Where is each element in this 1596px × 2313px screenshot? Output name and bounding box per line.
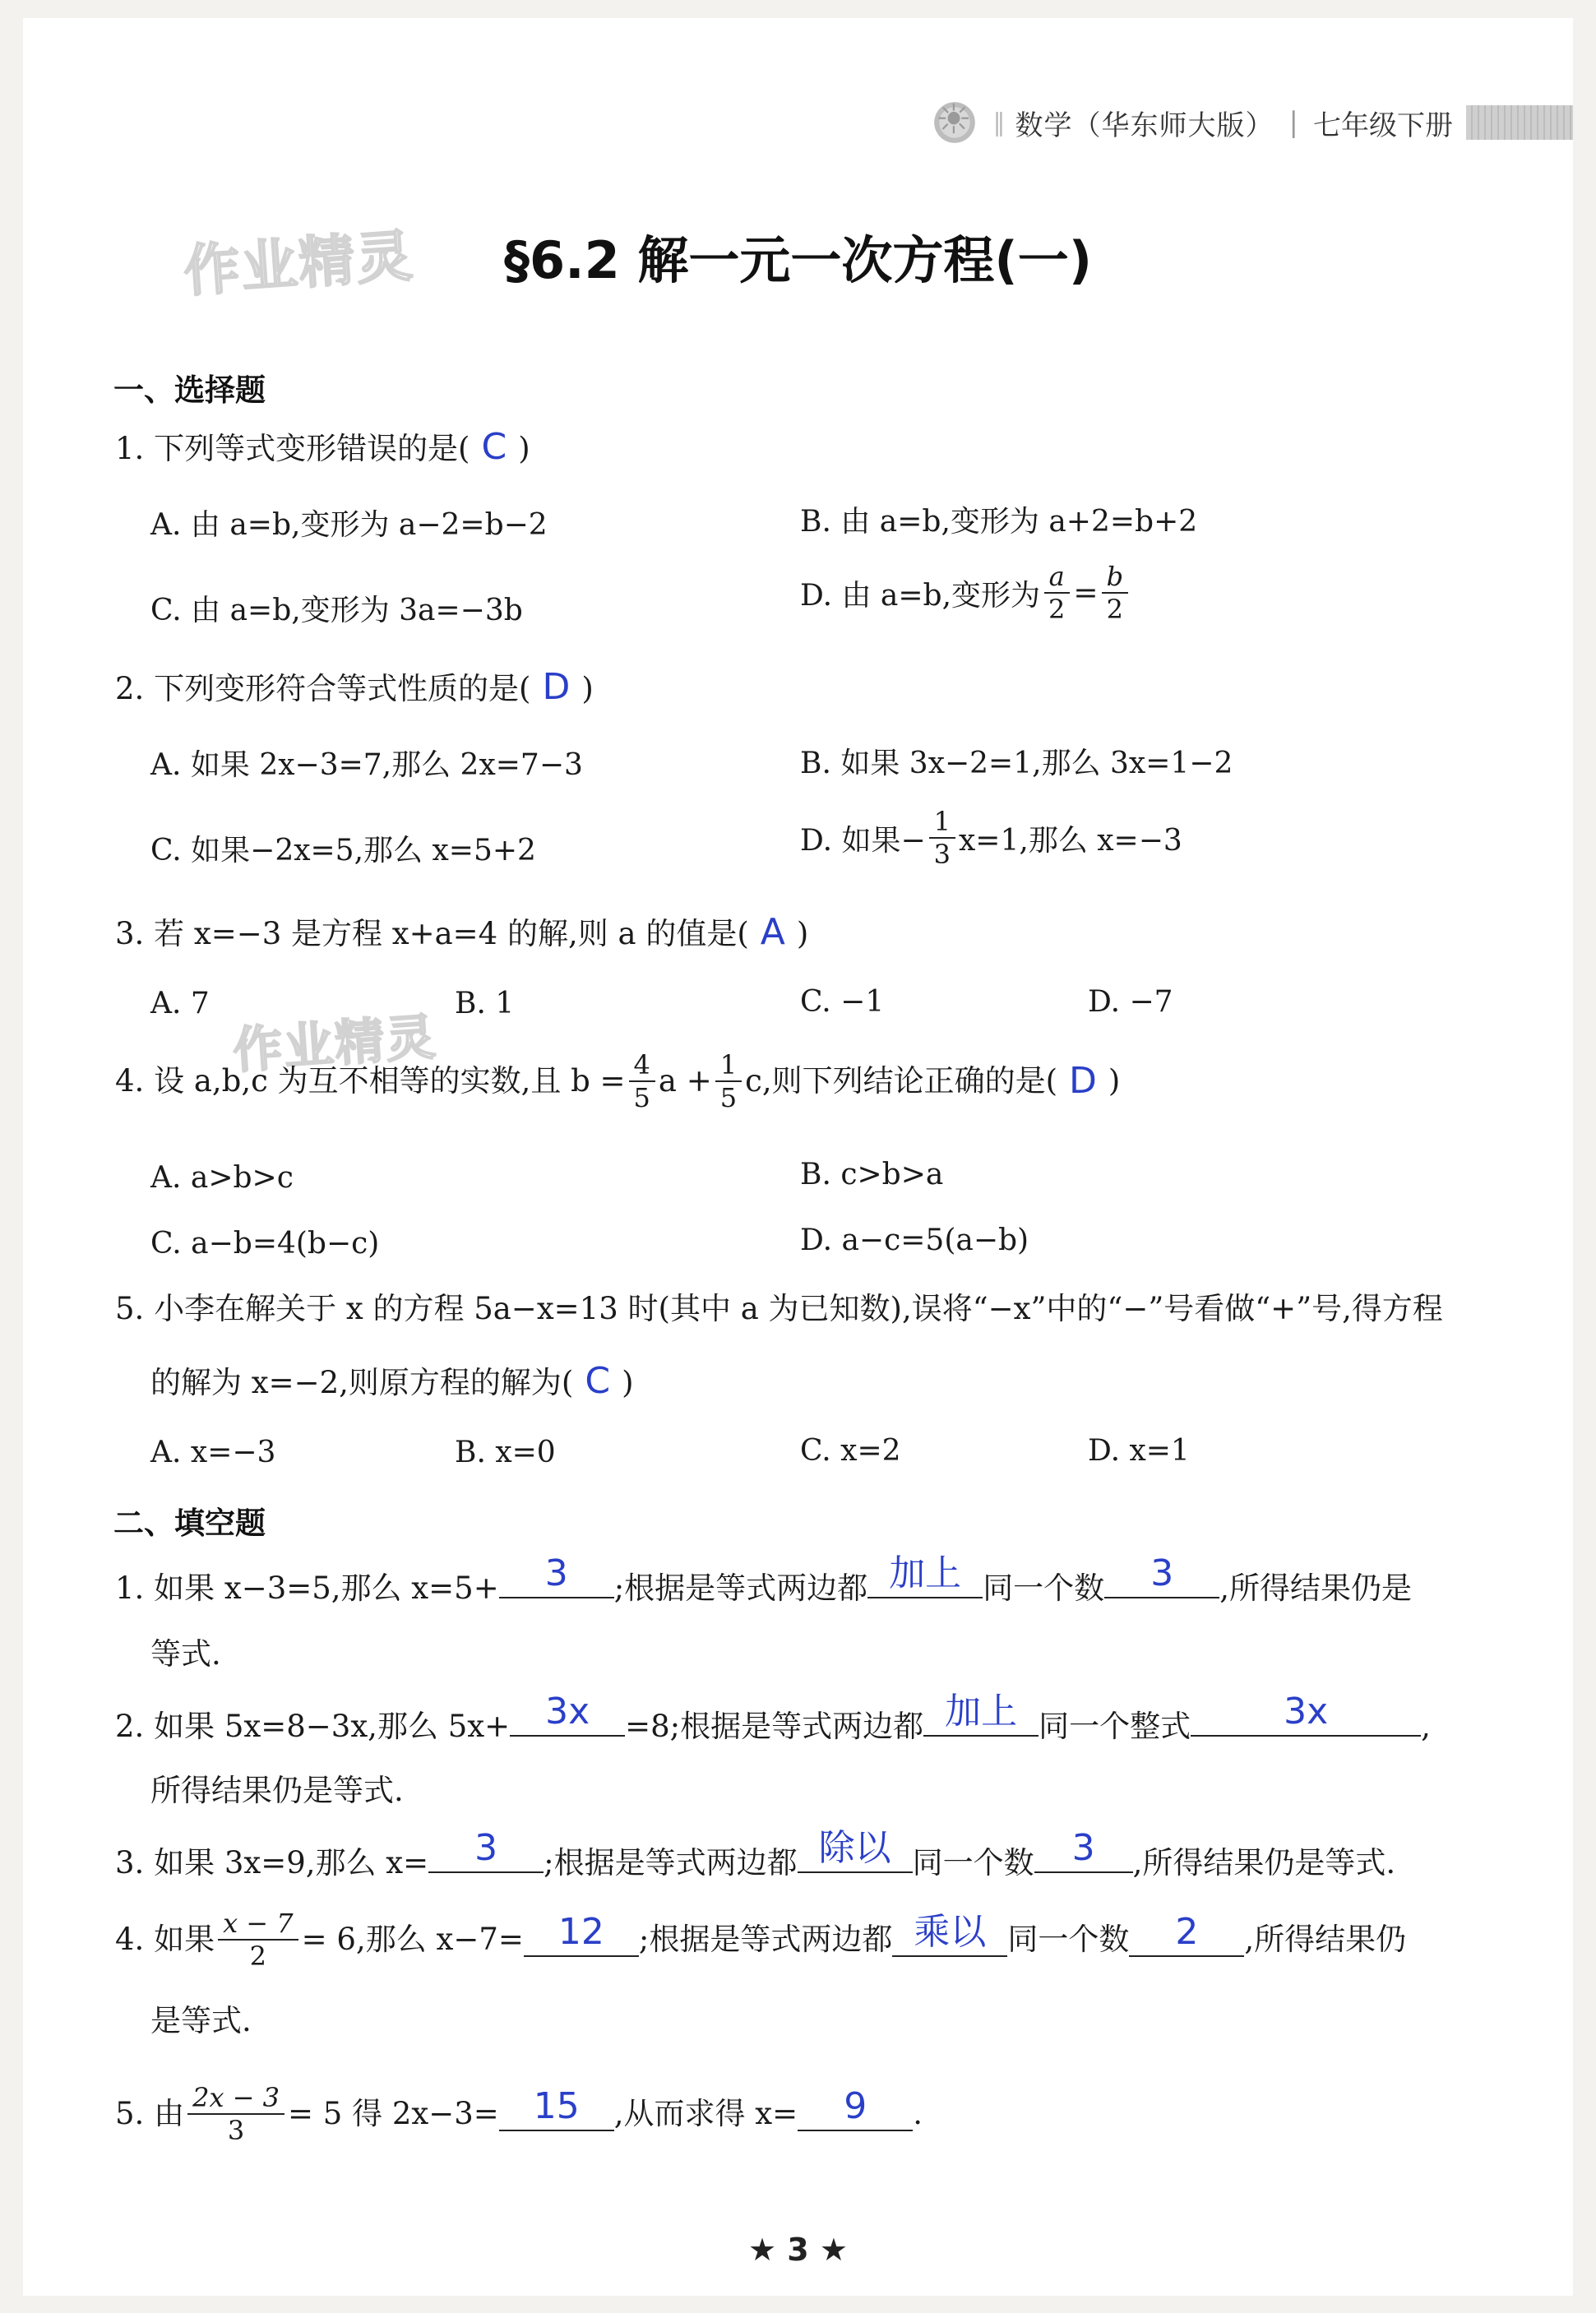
q1-option-c: C. 由 a=b,变形为 3a=−3b — [150, 594, 523, 627]
f5-den: 3 — [227, 2115, 245, 2146]
f3-answer-1: 3 — [474, 1827, 498, 1869]
q4-f2-num: 1 — [715, 1049, 742, 1082]
f5-t1: 5. 由 — [115, 2096, 185, 2131]
q2-d-frac — [929, 806, 955, 870]
q3-answer: A — [760, 911, 785, 953]
watermark-2: 作业精灵 — [231, 1008, 439, 1080]
f1-answer-1: 3 — [544, 1552, 568, 1594]
q3-option-c: C. −1 — [800, 985, 885, 1019]
f1-blank-1 — [499, 1552, 614, 1598]
q1-option-a: A. 由 a=b,变形为 a−2=b−2 — [150, 508, 548, 542]
q2-stem: 2. 下列变形符合等式性质的是( — [115, 671, 531, 706]
f5-t2: ,从而求得 x= — [613, 2096, 798, 2131]
f3-t4: ,所得结果仍是等式. — [1132, 1845, 1396, 1880]
q1-d-two: 2 — [1048, 594, 1066, 625]
q4-f1-den: 5 — [633, 1082, 650, 1113]
q5-option-b: B. x=0 — [455, 1436, 556, 1469]
header-decoration — [1466, 105, 1573, 140]
q5-option-a: A. x=−3 — [150, 1436, 276, 1469]
f5-frac — [187, 2082, 285, 2146]
f4-den: 2 — [249, 1941, 267, 1972]
q4-stem-prefix: 4. 设 a,b,c 为互不相等的实数,且 b = — [115, 1063, 626, 1099]
section-fill: 二、填空题 — [113, 1506, 266, 1541]
fill-q2-line2: 所得结果仍是等式. — [150, 1773, 404, 1808]
f5-t1b: = 5 得 2x−3= — [288, 2096, 499, 2131]
f2-answer-1: 3x — [545, 1691, 590, 1732]
page — [23, 18, 1573, 2296]
q4-f1-num: 4 — [629, 1049, 655, 1082]
q2-d-num: 1 — [929, 806, 955, 839]
f1-t3: 同一个数 — [983, 1571, 1105, 1606]
f1-blank-3 — [1104, 1552, 1219, 1598]
choice-q5-line2 — [150, 1362, 634, 1403]
q1-d-frac-a — [1043, 561, 1070, 625]
book-grade: 七年级下册 — [1313, 109, 1453, 142]
choice-q5-line1: 5. 小李在解关于 x 的方程 5a−x=13 时(其中 a 为已知数),误将“−x”中的“−”号看做“+”号,得方程 — [115, 1291, 1443, 1326]
watermark: 作业精灵 — [182, 224, 416, 305]
divider-bars: ‖ — [992, 108, 1004, 137]
q4-option-a: A. a>b>c — [150, 1161, 294, 1195]
f1-answer-3: 3 — [1150, 1552, 1174, 1594]
q1-d-frac-b — [1102, 561, 1128, 625]
q1-option-b: B. 由 a=b,变形为 a+2=b+2 — [800, 505, 1198, 539]
f3-t3: 同一个数 — [912, 1845, 1034, 1880]
sun-mascot-icon — [931, 99, 978, 146]
f1-t4: ,所得结果仍是 — [1219, 1571, 1412, 1606]
q1-option-d — [800, 561, 1131, 625]
f5-blank-1 — [499, 2085, 614, 2131]
q2-option-d — [800, 806, 1182, 870]
f4-t3: 同一个数 — [1007, 1922, 1130, 1957]
f3-t2: ;根据是等式两边都 — [544, 1845, 798, 1880]
f2-blank-2 — [923, 1691, 1039, 1737]
q4-answer: D — [1069, 1060, 1097, 1102]
f4-frac — [218, 1908, 298, 1972]
q1-stem: 1. 下列等式变形错误的是( — [115, 431, 470, 466]
q1-d-b: b — [1106, 561, 1124, 592]
f5-num: 2x − 3 — [192, 2082, 280, 2113]
q4-close: ) — [1108, 1063, 1121, 1099]
q5-option-d: D. x=1 — [1088, 1434, 1190, 1468]
f2-t4: , — [1421, 1709, 1431, 1744]
q1-d-prefix: D. 由 a=b,变形为 — [800, 578, 1041, 613]
f5-blank-2 — [798, 2085, 913, 2131]
f5-t3: . — [913, 2096, 923, 2131]
page-number: ★ 3 ★ — [747, 2232, 849, 2268]
q1-close: ) — [518, 431, 530, 466]
q1-d-two2: 2 — [1106, 594, 1123, 625]
fill-q5 — [115, 2082, 923, 2146]
f4-answer-2: 乘以 — [914, 1911, 987, 1953]
q4-option-b: B. c>b>a — [800, 1158, 944, 1191]
f1-t1: 1. 如果 x−3=5,那么 x=5+ — [115, 1571, 499, 1606]
f3-answer-3: 3 — [1071, 1827, 1095, 1869]
choice-q3 — [115, 913, 808, 954]
q1-d-a: a — [1048, 561, 1065, 592]
f2-answer-2: 加上 — [945, 1691, 1018, 1732]
q5-answer: C — [585, 1360, 611, 1402]
fill-q4 — [115, 1908, 1406, 1972]
q3-option-b: B. 1 — [455, 987, 515, 1020]
q2-close: ) — [581, 671, 594, 706]
q4-mid: a + — [658, 1063, 712, 1099]
fill-q3 — [115, 1827, 1396, 1883]
f3-blank-3 — [1034, 1827, 1133, 1873]
q4-stem-suffix: c,则下列结论正确的是( — [745, 1063, 1058, 1099]
f3-blank-2 — [798, 1827, 913, 1873]
page-header — [833, 94, 1573, 151]
q4-option-c: C. a−b=4(b−c) — [150, 1227, 380, 1261]
choice-q1 — [115, 428, 530, 469]
q5-close: ) — [622, 1365, 634, 1400]
f4-answer-3: 2 — [1175, 1911, 1199, 1953]
q1-d-eq: = — [1073, 576, 1099, 610]
q5-option-c: C. x=2 — [800, 1434, 901, 1468]
choice-q4 — [115, 1049, 1120, 1113]
f4-t1b: = 6,那么 x−7= — [301, 1922, 524, 1957]
q5-stem: 的解为 x=−2,则原方程的解为( — [150, 1365, 574, 1400]
q3-close: ) — [796, 916, 809, 951]
f3-answer-2: 除以 — [818, 1827, 891, 1869]
q4-f2-den: 5 — [719, 1082, 738, 1113]
f2-answer-3: 3x — [1284, 1691, 1329, 1732]
section-choice: 一、选择题 — [113, 372, 266, 408]
f1-blank-2 — [867, 1552, 983, 1598]
header-separator: | — [1288, 106, 1298, 139]
f2-blank-1 — [510, 1691, 625, 1737]
q4-frac-1 — [629, 1049, 655, 1113]
f5-answer-1: 15 — [533, 2085, 580, 2127]
f4-t1: 4. 如果 — [115, 1922, 215, 1957]
q1-answer: C — [481, 426, 507, 468]
q2-option-a: A. 如果 2x−3=7,那么 2x=7−3 — [150, 748, 583, 782]
q2-option-c: C. 如果−2x=5,那么 x=5+2 — [150, 834, 536, 867]
q2-d-prefix: D. 如果− — [800, 823, 926, 858]
q4-frac-2 — [715, 1049, 742, 1113]
f1-t2: ;根据是等式两边都 — [613, 1571, 868, 1606]
fill-q1 — [115, 1552, 1412, 1608]
f3-t1: 3. 如果 3x=9,那么 x= — [115, 1845, 429, 1880]
f4-blank-3 — [1129, 1911, 1244, 1957]
f2-blank-3 — [1191, 1691, 1421, 1737]
f3-blank-1 — [428, 1827, 544, 1873]
fill-q4-line2: 是等式. — [150, 2003, 252, 2038]
q3-option-a: A. 7 — [150, 987, 210, 1020]
f4-t2: ;根据是等式两边都 — [638, 1922, 893, 1957]
f4-answer-1: 12 — [557, 1911, 604, 1953]
f5-answer-2: 9 — [844, 2085, 867, 2127]
q2-d-den: 3 — [933, 839, 951, 870]
q2-answer: D — [542, 666, 571, 708]
f2-t2: =8;根据是等式两边都 — [625, 1709, 924, 1744]
f4-num: x − 7 — [223, 1908, 294, 1939]
page-title: §6.2 解一元一次方程(一) — [503, 230, 1093, 290]
fill-q2 — [115, 1691, 1431, 1746]
f4-blank-1 — [524, 1911, 639, 1957]
choice-q2 — [115, 668, 594, 709]
book-subject: 数学（华东师大版） — [1015, 109, 1274, 142]
f2-t3: 同一个整式 — [1039, 1709, 1191, 1744]
q3-option-d: D. −7 — [1088, 985, 1173, 1019]
q2-option-b: B. 如果 3x−2=1,那么 3x=1−2 — [800, 747, 1233, 780]
f2-t1: 2. 如果 5x=8−3x,那么 5x+ — [115, 1709, 511, 1744]
q4-option-d: D. a−c=5(a−b) — [800, 1224, 1029, 1257]
f4-t4: ,所得结果仍 — [1244, 1922, 1407, 1957]
f1-answer-2: 加上 — [889, 1552, 962, 1594]
f4-blank-2 — [892, 1911, 1007, 1957]
fill-q1-line2: 等式. — [150, 1636, 221, 1672]
q2-d-suffix: x=1,那么 x=−3 — [959, 823, 1182, 858]
q3-stem: 3. 若 x=−3 是方程 x+a=4 的解,则 a 的值是( — [115, 916, 749, 951]
